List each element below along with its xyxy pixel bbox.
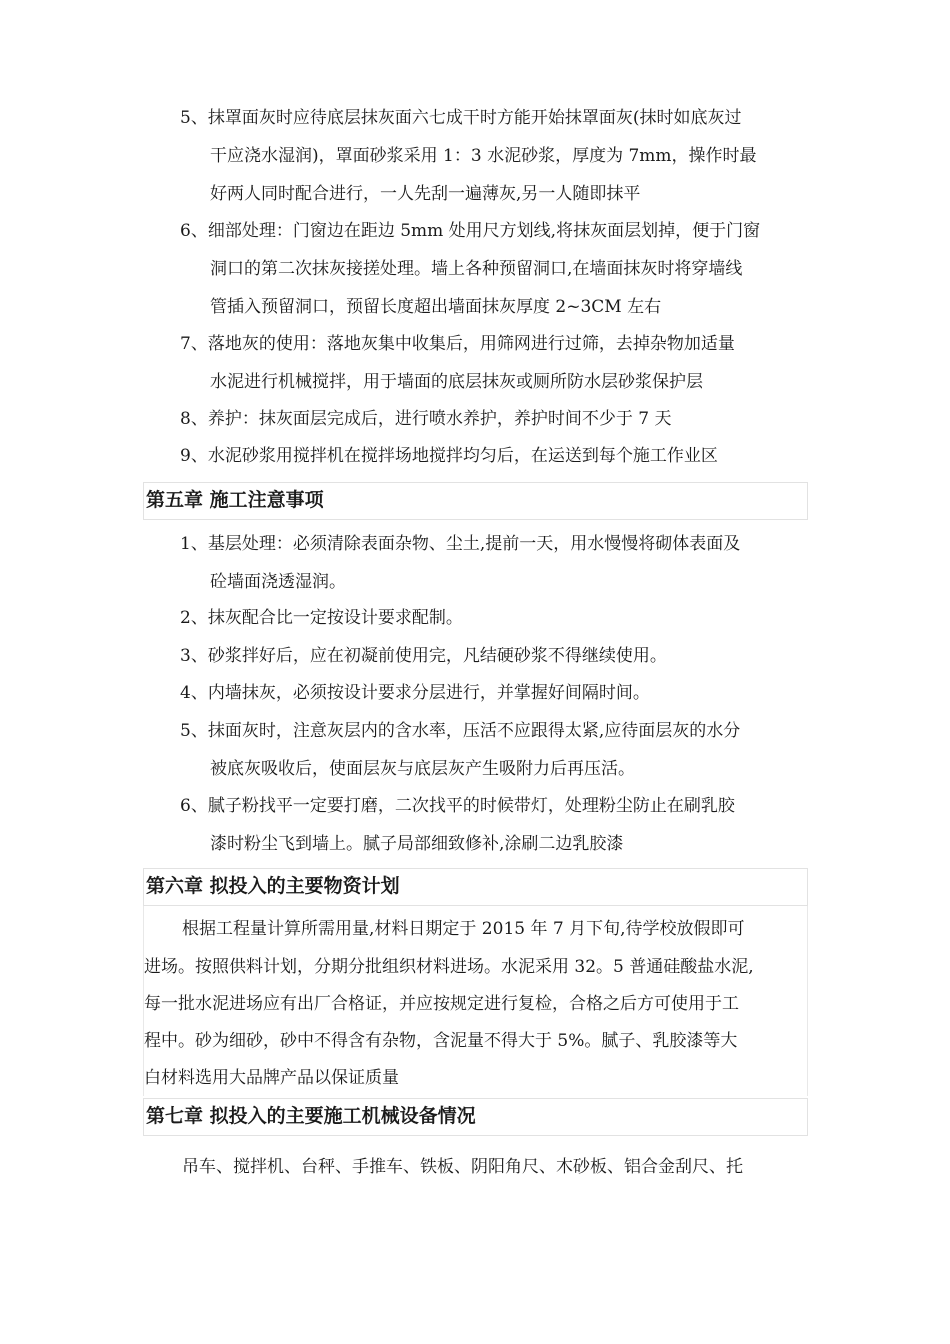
chapter5-heading bbox=[143, 482, 808, 520]
paragraph-line: 白材料选用大品牌产品以保证质量 bbox=[144, 1068, 399, 1088]
chapter7-heading bbox=[143, 1098, 808, 1136]
list-item-line: 管插入预留洞口，预留长度超出墙面抹灰厚度 2~3CM 左右 bbox=[210, 297, 662, 317]
chapter5-title: 第五章 施工注意事项 bbox=[146, 489, 324, 511]
paragraph-line: 程中。砂为细砂，砂中不得含有杂物，含泥量不得大于 5%。腻子、乳胶漆等大 bbox=[144, 1031, 738, 1051]
list-item-line: 洞口的第二次抹灰接搓处理。墙上各种预留洞口,在墙面抹灰时将穿墙线 bbox=[210, 259, 743, 279]
list-item-line: 7、落地灰的使用：落地灰集中收集后，用筛网进行过筛，去掉杂物加适量 bbox=[180, 334, 735, 354]
list-item-line: 6、腻子粉找平一定要打磨，二次找平的时候带灯，处理粉尘防止在刷乳胶 bbox=[180, 796, 735, 816]
list-item-line: 漆时粉尘飞到墙上。腻子局部细致修补,涂刷二边乳胶漆 bbox=[210, 834, 624, 854]
list-item-line: 干应浇水湿润)，罩面砂浆采用 1：3 水泥砂浆，厚度为 7mm，操作时最 bbox=[210, 146, 757, 166]
chapter7-title: 第七章 拟投入的主要施工机械设备情况 bbox=[146, 1105, 476, 1127]
paragraph-line: 根据工程量计算所需用量,材料日期定于 2015 年 7 月下旬,待学校放假即可 bbox=[182, 919, 745, 939]
list-item-line: 水泥进行机械搅拌，用于墙面的底层抹灰或厕所防水层砂浆保护层 bbox=[210, 372, 703, 392]
list-item-line: 5、抹面灰时，注意灰层内的含水率，压活不应跟得太紧,应待面层灰的水分 bbox=[180, 721, 741, 741]
list-item-line: 3、砂浆拌好后，应在初凝前使用完，凡结硬砂浆不得继续使用。 bbox=[180, 646, 667, 666]
list-item-line: 5、抹罩面灰时应待底层抹灰面六七成干时方能开始抹罩面灰(抹时如底灰过 bbox=[180, 108, 742, 128]
list-item-line: 8、养护：抹灰面层完成后，进行喷水养护，养护时间不少于 7 天 bbox=[180, 409, 672, 429]
list-item-line: 好两人同时配合进行，一人先刮一遍薄灰,另一人随即抹平 bbox=[210, 184, 641, 204]
list-item-line: 1、基层处理：必须清除表面杂物、尘土,提前一天，用水慢慢将砌体表面及 bbox=[180, 534, 741, 554]
chapter6-heading bbox=[143, 868, 808, 906]
paragraph-line: 进场。按照供料计划，分期分批组织材料进场。水泥采用 32。5 普通硅酸盐水泥, bbox=[144, 957, 754, 977]
list-item-line: 被底灰吸收后，使面层灰与底层灰产生吸附力后再压活。 bbox=[210, 759, 635, 779]
chapter6-title: 第六章 拟投入的主要物资计划 bbox=[146, 875, 400, 897]
list-item-line: 6、细部处理：门窗边在距边 5mm 处用尺方划线,将抹灰面层划掉，便于门窗 bbox=[180, 221, 761, 241]
paragraph-line: 吊车、搅拌机、台秤、手推车、铁板、阴阳角尺、木砂板、铝合金刮尺、托 bbox=[182, 1157, 743, 1177]
list-item-line: 2、抹灰配合比一定按设计要求配制。 bbox=[180, 608, 463, 628]
paragraph-line: 每一批水泥进场应有出厂合格证，并应按规定进行复检，合格之后方可使用于工 bbox=[144, 994, 739, 1014]
list-item-line: 砼墙面浇透湿润。 bbox=[210, 572, 346, 592]
list-item-line: 4、内墙抹灰，必须按设计要求分层进行，并掌握好间隔时间。 bbox=[180, 683, 650, 703]
list-item-line: 9、水泥砂浆用搅拌机在搅拌场地搅拌均匀后，在运送到每个施工作业区 bbox=[180, 446, 718, 466]
